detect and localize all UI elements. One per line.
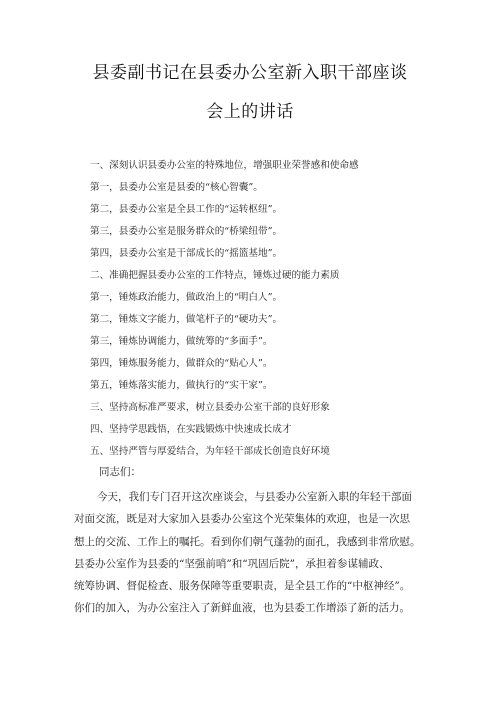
paragraph-line: 县委办公室作为县委的“坚强前哨”和“巩固后院”，承担着参谋辅政、 bbox=[74, 557, 390, 570]
outline-list bbox=[90, 155, 470, 463]
document-title-line-1: 县委副书记在县委办公室新入职干部座谈 bbox=[92, 63, 408, 83]
outline-item: 第五，锤炼落实能力，做执行的“实干家”。 bbox=[90, 380, 273, 391]
outline-item: 第一，县委办公室是县委的“核心智囊”。 bbox=[90, 182, 263, 193]
document-title-line-2: 会上的讲话 bbox=[206, 102, 294, 122]
outline-item: 第三，县委办公室是服务群众的“桥梁纽带”。 bbox=[90, 226, 283, 237]
outline-item: 四、坚持学思践悟，在实践锻炼中快速成长成才 bbox=[90, 424, 292, 435]
outline-item: 第三，锤炼协调能力，做统筹的“多面手”。 bbox=[90, 336, 273, 347]
outline-item: 一、深刻认识县委办公室的特殊地位，增强职业荣誉感和使命感 bbox=[90, 160, 359, 171]
body-paragraph bbox=[74, 486, 434, 620]
paragraph-line: 统筹协调、督促检查、服务保障等重要职责，是全县工作的“中枢神经”。 bbox=[74, 580, 411, 593]
outline-item: 第四，锤炼服务能力，做群众的“贴心人”。 bbox=[90, 358, 273, 369]
greeting: 同志们： bbox=[99, 466, 141, 478]
outline-item: 五、坚持严管与厚爱结合，为年轻干部成长创造良好环境 bbox=[90, 446, 330, 457]
outline-item: 第四，县委办公室是干部成长的“摇篮基地”。 bbox=[90, 248, 283, 259]
outline-item: 第一，锤炼政治能力，做政治上的“明白人”。 bbox=[90, 292, 283, 303]
paragraph-line: 对面交流，既是对大家加入县委办公室这个光荣集体的欢迎，也是一次思 bbox=[74, 513, 410, 526]
paragraph-line: 想上的交流、工作上的嘱托。看到你们朝气蓬勃的面孔，我感到非常欣慰。 bbox=[74, 535, 421, 548]
outline-item: 二、准确把握县委办公室的工作特点，锤炼过硬的能力素质 bbox=[90, 270, 340, 281]
outline-item: 三、坚持高标准严要求，树立县委办公室干部的良好形象 bbox=[90, 402, 330, 413]
outline-item: 第二，锤炼文字能力，做笔杆子的“硬功夫”。 bbox=[90, 314, 283, 325]
paragraph-line: 你们的加入，为办公室注入了新鲜血液，也为县委工作增添了新的活力。 bbox=[74, 602, 410, 615]
outline-item: 第二，县委办公室是全县工作的“运转枢纽”。 bbox=[90, 204, 283, 215]
paragraph-line: 今天，我们专门召开这次座谈会，与县委办公室新入职的年轻干部面 bbox=[97, 491, 412, 503]
